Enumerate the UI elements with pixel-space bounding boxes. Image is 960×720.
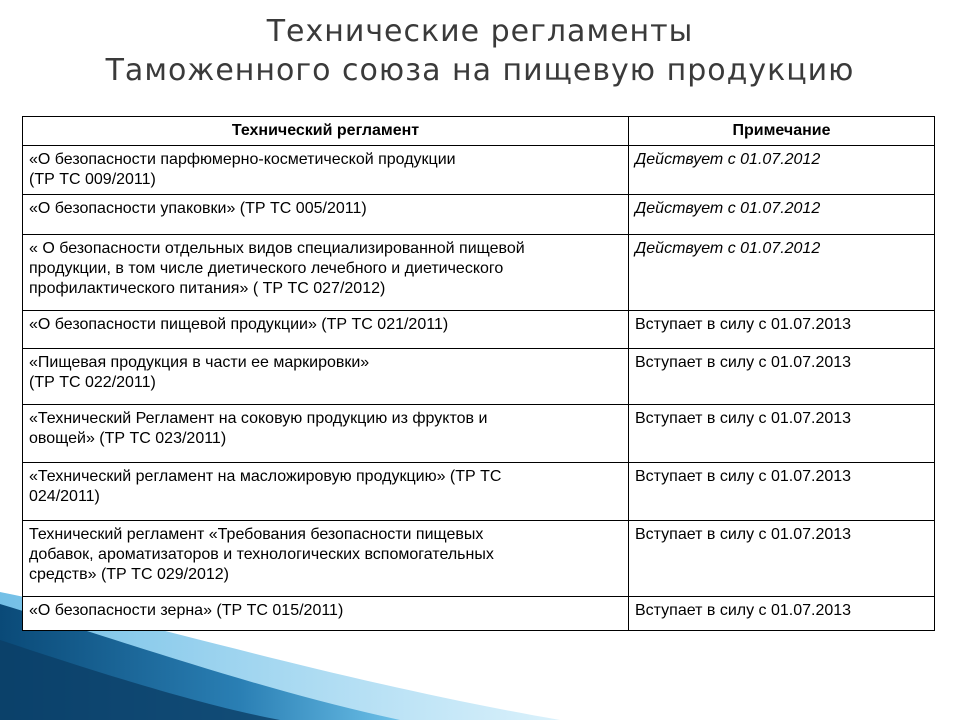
regulation-cell <box>23 597 629 631</box>
regulation-text: Технический регламент «Требования безопасности пищевых добавок, ароматизаторов и технологических вспомогательных средств» (ТР ТС 029/2012) <box>29 526 494 583</box>
note-text: Действует с 01.07.2012 <box>635 240 821 257</box>
note-text: Вступает в силу с 01.07.2013 <box>635 316 852 333</box>
note-text: Вступает в силу с 01.07.2013 <box>635 410 852 427</box>
note-cell <box>629 349 935 405</box>
regulation-text: «О безопасности зерна» (ТР ТС 015/2011) <box>29 602 344 619</box>
table-row <box>23 597 935 631</box>
note-text: Действует с 01.07.2012 <box>635 200 821 217</box>
note-text: Действует с 01.07.2012 <box>635 151 821 168</box>
table-row <box>23 311 935 349</box>
note-cell <box>629 235 935 311</box>
table-row <box>23 349 935 405</box>
regulations-table <box>22 116 935 631</box>
table-row <box>23 521 935 597</box>
slide-title <box>0 12 960 90</box>
note-cell <box>629 146 935 195</box>
note-cell <box>629 463 935 521</box>
regulation-text: « О безопасности отдельных видов специализированной пищевой продукции, в том числе диетического лечебного и диетического профилактического питания» ( ТР ТС 027/2012) <box>29 240 525 297</box>
regulation-text: «Технический регламент на масложировую продукцию» (ТР ТС 024/2011) <box>29 468 502 505</box>
regulation-cell <box>23 195 629 235</box>
note-cell <box>629 311 935 349</box>
slide-title-line-1: Технические регламенты <box>266 14 694 49</box>
column-header-note: Примечание <box>629 117 935 146</box>
table-header-row <box>23 117 935 146</box>
regulation-text: «Пищевая продукция в части ее маркировки» (ТР ТС 022/2011) <box>29 354 370 391</box>
table-row <box>23 405 935 463</box>
note-text: Вступает в силу с 01.07.2013 <box>635 526 852 543</box>
regulation-text: «О безопасности парфюмерно-косметической продукции (ТР ТС 009/2011) <box>29 151 456 188</box>
regulation-cell <box>23 235 629 311</box>
regulation-text: «О безопасности упаковки» (ТР ТС 005/2011) <box>29 200 367 217</box>
regulation-text: «Технический Регламент на соковую продукцию из фруктов и овощей» (ТР ТС 023/2011) <box>29 410 488 447</box>
regulation-cell <box>23 349 629 405</box>
table-row <box>23 195 935 235</box>
column-header-regulation: Технический регламент <box>23 117 629 146</box>
note-text: Вступает в силу с 01.07.2013 <box>635 354 852 371</box>
note-cell <box>629 195 935 235</box>
regulation-cell <box>23 146 629 195</box>
slide-title-line-2: Таможенного союза на пищевую продукцию <box>105 53 855 88</box>
note-cell <box>629 405 935 463</box>
regulation-cell <box>23 311 629 349</box>
regulation-cell <box>23 405 629 463</box>
table-row <box>23 463 935 521</box>
note-cell <box>629 521 935 597</box>
regulation-cell <box>23 463 629 521</box>
note-text: Вступает в силу с 01.07.2013 <box>635 468 852 485</box>
table-row <box>23 146 935 195</box>
note-text: Вступает в силу с 01.07.2013 <box>635 602 852 619</box>
regulation-text: «О безопасности пищевой продукции» (ТР ТС 021/2011) <box>29 316 449 333</box>
note-cell <box>629 597 935 631</box>
table-row <box>23 235 935 311</box>
regulation-cell <box>23 521 629 597</box>
